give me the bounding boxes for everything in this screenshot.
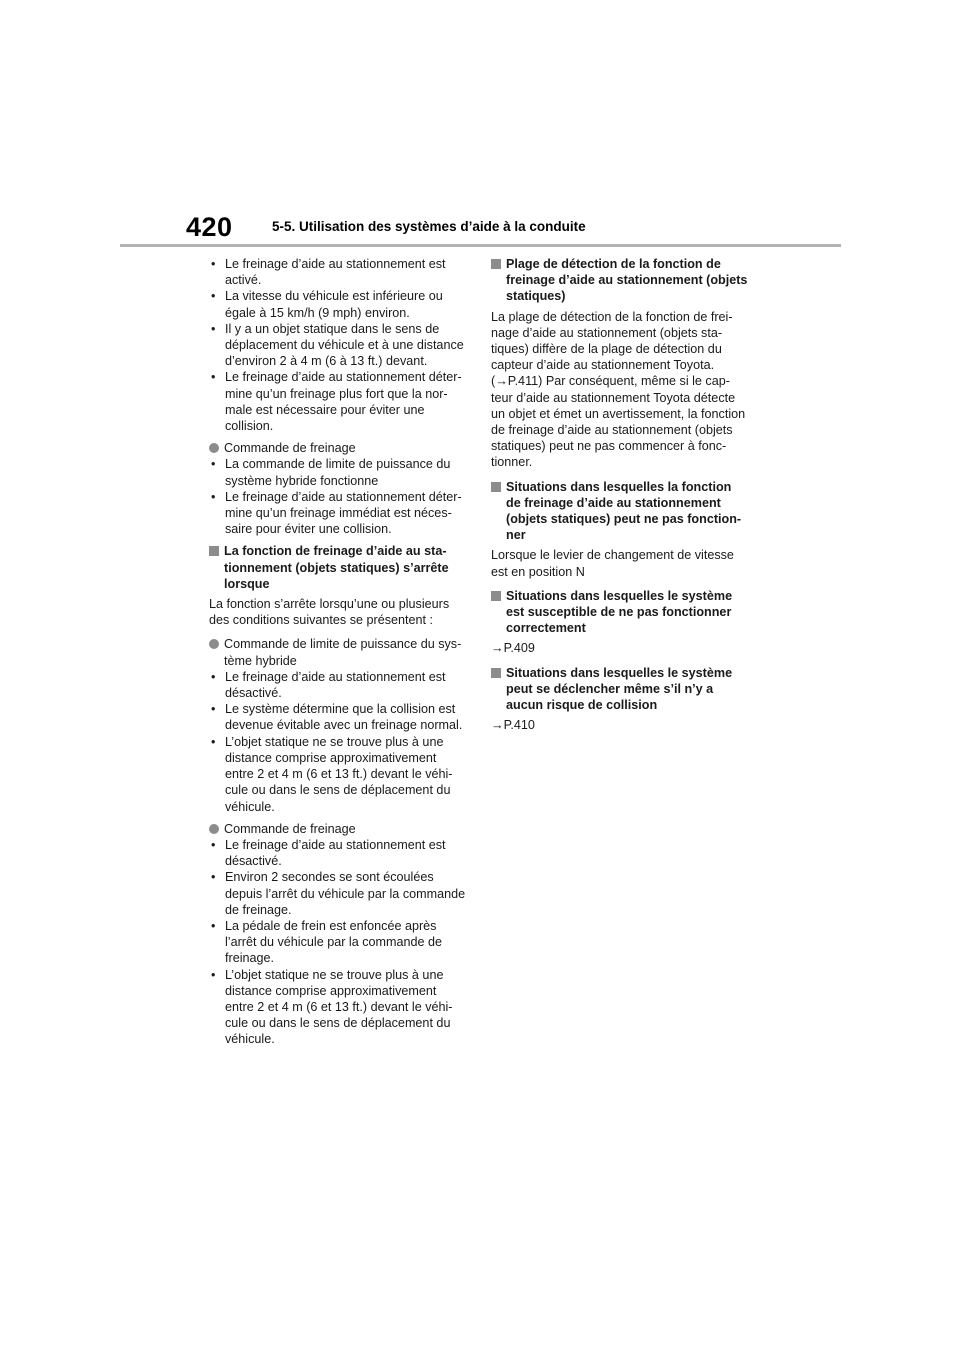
list-item: • Il y a un objet statique dans le sens de déplacement du véhicule et à une distance d’environ 2 à 4 m (6 à 13 ft.) devant. [211,321,464,369]
square-bullet-icon [491,259,501,269]
circle-bullet-icon [209,639,219,649]
list-item: • Le système détermine que la collision est devenue évitable avec un freinage normal. [211,702,463,733]
braking-control-group-2 [209,821,467,1048]
list-item: • Le freinage d’aide au stationnement déter-mine qu’un freinage plus fort que la nor-male est nécessaire pour éviter une collision. [211,370,462,434]
section-heading: Situations dans lesquelles le système peut se déclencher même s’il n’y a aucun risque de collision [491,665,749,714]
circle-bullet-icon [209,824,219,834]
list-item: • La vitesse du véhicule est inférieure ou égale à 15 km/h (9 mph) environ. [211,289,443,320]
list-item: • L’objet statique ne se trouve plus à une distance comprise approximativement entre 2 et 4 m (6 et 13 ft.) devant le véhi-cule ou dans le sens de déplacement du véhicule. [211,967,453,1047]
page-reference: →P.410 [491,718,535,733]
right-column [491,256,749,741]
header-rule [120,244,841,247]
list-item: • La commande de limite de puissance du système hybride fonctionne [211,457,451,488]
circle-heading: Commande de limite de puissance du sys-tème hybride [209,636,467,668]
list-item: • Le freinage d’aide au stationnement est activé. [211,257,446,288]
list-item: • Le freinage d’aide au stationnement est désactivé. [211,837,446,869]
list-item: • La pédale de frein est enfoncée après l’arrêt du véhicule par la commande de freinage. [211,918,443,966]
paragraph: La plage de détection de la fonction de frei-nage d’aide au stationnement (objets sta-tiques) diffère de la plage de détection du capteur d’aide au stationnement Toyota. (→P.411) Par conséquent, même si le cap-teur d’aide au stationnement Toyota détecte un objet et émet un avertissement, la fonction de freinage d’aide au stationnement (objets statiques) peut ne pas commencer à fonc-tionner. [491,309,746,470]
circle-heading: Commande de freinage [209,440,467,456]
page-reference: →P.409 [491,641,535,656]
list-item: • Environ 2 secondes se sont écoulées depuis l’arrêt du véhicule par la commande de freinage. [211,870,466,917]
page-number: 420 [186,212,233,242]
list-item: • L’objet statique ne se trouve plus à une distance comprise approximativement entre 2 et 4 m (6 et 13 ft.) devant le véhi-cule ou dans le sens de déplacement du véhicule. [211,734,453,814]
section-title: 5-5. Utilisation des systèmes d’aide à la conduite [272,219,586,234]
section-heading: Plage de détection de la fonction de freinage d’aide au stationnement (objets statiques) [491,256,749,305]
braking-control-group [209,440,467,537]
left-column [209,256,467,1054]
paragraph: Lorsque le levier de changement de vitesse est en position N [491,548,734,579]
square-bullet-icon [491,591,501,601]
power-limit-group [209,636,467,814]
square-bullet-icon [491,668,501,678]
circle-heading: Commande de freinage [209,821,467,837]
intro-bullet-list [209,256,467,434]
square-bullet-icon [209,546,219,556]
list-item: • Le freinage d’aide au stationnement est désactivé. [211,669,446,701]
square-bullet-icon [491,482,501,492]
section-heading: La fonction de freinage d’aide au sta-tionnement (objets statiques) s’arrête lorsque [209,543,467,592]
circle-bullet-icon [209,443,219,453]
paragraph: La fonction s’arrête lorsqu’une ou plusieurs des conditions suivantes se présentent : [209,597,450,628]
list-item: • Le freinage d’aide au stationnement déter-mine qu’un freinage immédiat est néces-saire pour éviter une collision. [211,489,462,537]
section-heading: Situations dans lesquelles le système est susceptible de ne pas fonctionner correctement [491,588,749,637]
section-heading: Situations dans lesquelles la fonction de freinage d’aide au stationnement (objets statiques) peut ne pas fonction-ner [491,479,749,544]
